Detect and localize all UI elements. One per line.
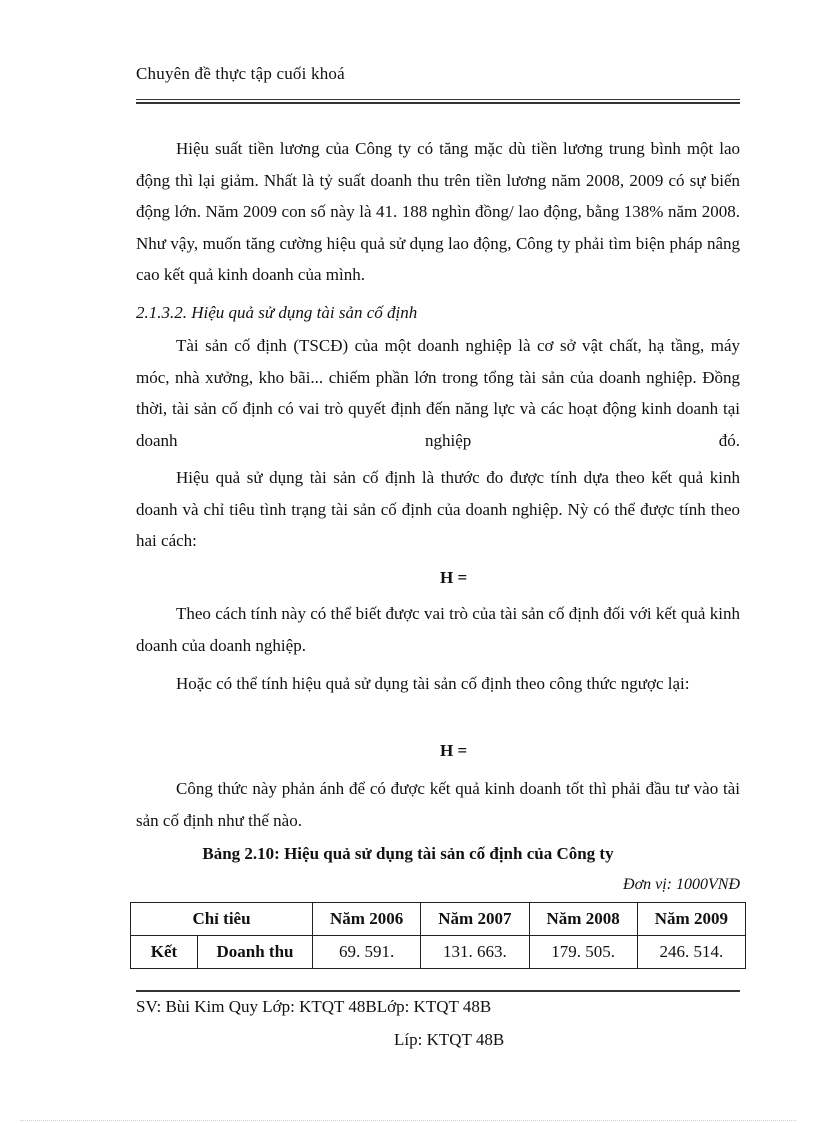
value-cell-2009: 246. 514. xyxy=(637,936,745,969)
header-cell-indicator: Chỉ tiêu xyxy=(131,903,313,936)
table-row xyxy=(131,936,746,969)
formula-2: H = xyxy=(440,741,468,760)
value-cell-2007: 131. 663. xyxy=(421,936,529,969)
table-unit: Đơn vị: 1000VNĐ xyxy=(623,876,740,893)
header-rule xyxy=(136,99,740,100)
paragraph-labor-efficiency: Hiệu suất tiền lương của Công ty có tăng mặc dù tiền lương trung bình một lao động thì lại giảm. Nhất là tỷ suất doanh thu trên tiền lương năm 2008, 2009 có sự biến động lớn. Năm 2009 con số này là 41. 188 nghìn đồng/ lao động, bằng 138% năm 2008. Như vậy, muốn tăng cường hiệu quả sử dụng lao động, Công ty phải tìm biện pháp nâng cao kết quả kinh doanh của mình. xyxy=(136,139,740,284)
header-cell-2009: Năm 2009 xyxy=(637,903,745,936)
value-cell-2008: 179. 505. xyxy=(529,936,637,969)
page-header-title: Chuyên đề thực tập cuối khoá xyxy=(136,64,345,83)
footer-class-info: Líp: KTQT 48B xyxy=(394,1030,505,1049)
header-cell-2006: Năm 2006 xyxy=(313,903,421,936)
footer-rule xyxy=(136,990,740,992)
formula-1: H = xyxy=(440,568,468,587)
table-header-row xyxy=(131,903,746,936)
value-cell-2006: 69. 591. xyxy=(313,936,421,969)
header-cell-2008: Năm 2008 xyxy=(529,903,637,936)
section-heading: 2.1.3.2. Hiệu quả sử dụng tài sản cố định xyxy=(136,303,418,322)
fixed-asset-efficiency-table xyxy=(130,902,746,969)
table-title: Bảng 2.10: Hiệu quả sử dụng tài sản cố định của Công ty xyxy=(202,844,614,863)
footer-student-info: SV: Bùi Kim Quy Lớp: KTQT 48BLớp: KTQT 48B xyxy=(136,997,492,1016)
header-rule-thick xyxy=(136,102,740,104)
paragraph-investment: Công thức này phản ánh để có được kết quả kinh doanh tốt thì phải đầu tư vào tài sản cố định như thế nào. xyxy=(136,779,740,830)
paragraph-fixed-assets: Tài sản cố định (TSCĐ) của một doanh nghiệp là cơ sở vật chất, hạ tầng, máy móc, nhà xưởng, kho bãi... chiếm phần lớn trong tổng tài sản của doanh nghiệp. Đồng thời, tài sản cố định có vai trò quyết định đến năng lực và các hoạt động kinh doanh tại doanh nghiệp đó. xyxy=(136,336,740,450)
paragraph-formula-explanation: Theo cách tính này có thể biết được vai trò của tài sản cố định đối với kết quả kinh doanh của doanh nghiệp. xyxy=(136,604,740,655)
row-label-cell: Doanh thu xyxy=(198,936,313,969)
paragraph-inverse-formula: Hoặc có thể tính hiệu quả sử dụng tài sản cố định theo công thức ngược lại: xyxy=(176,674,690,693)
page-boundary xyxy=(20,1120,796,1121)
header-cell-2007: Năm 2007 xyxy=(421,903,529,936)
row-group-cell: Kết xyxy=(131,936,198,969)
paragraph-efficiency-measure: Hiệu quả sử dụng tài sản cố định là thước đo được tính dựa theo kết quả kinh doanh và chỉ tiêu tình trạng tài sản cố định của doanh nghiệp. Nỳ có thể được tính theo hai cách: xyxy=(136,468,740,550)
